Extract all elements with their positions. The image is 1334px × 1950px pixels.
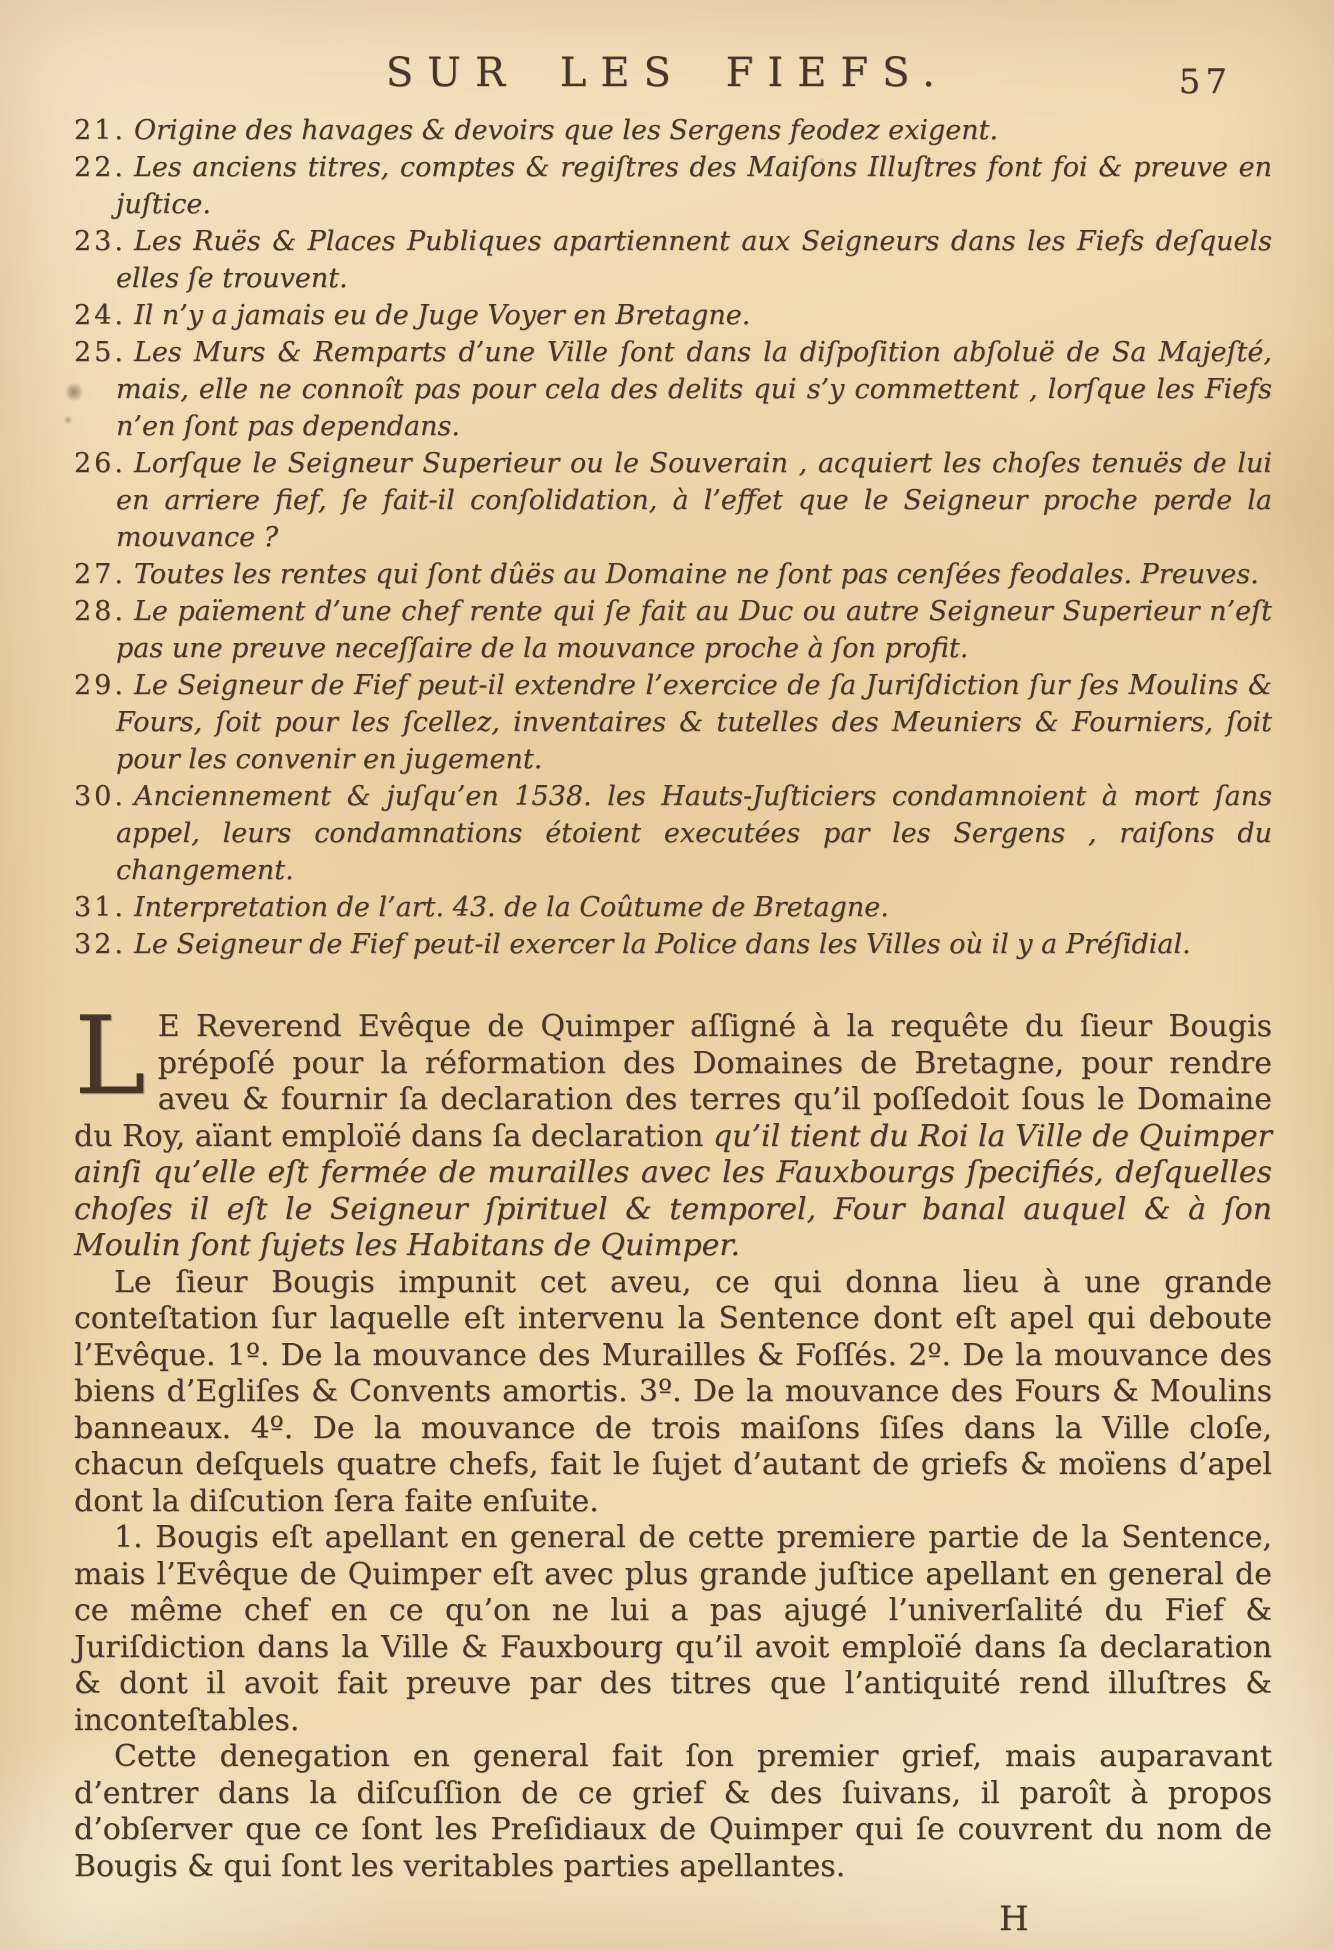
summary-item-25 — [74, 334, 1272, 445]
summary-item-26 — [74, 445, 1272, 556]
summary-item-text: Les Murs & Remparts d’une Ville ſont dans la diſpoſition abſoluë de Sa Majeſté, mais, elle ne connoît pas pour cela des delits qui s’y commettent , lorſque les Fiefs n’en ſont pas dependans. — [116, 337, 1272, 442]
summary-item-text: Lorſque le Seigneur Superieur ou le Souverain , acquiert les choſes tenuës de lui en arriere fief, ſe fait-il conſolidation, à l’effet que le Seigneur proche perde la mouvance ? — [116, 448, 1272, 553]
summary-item-23 — [74, 223, 1272, 297]
summary-item-28 — [74, 593, 1272, 667]
paragraph-4: Cette denegation en general fait ſon premier grief, mais auparavant d’entrer dans la diſcuſſion de ce grief & des ſuivans, il paroît à propos d’obſerver que ce ſont les Preſidiaux de Quimper qui ſe couvrent du nom de Bougis & qui ſont les veritables parties apellantes. — [74, 1739, 1272, 1884]
summary-item-text: Anciennement & juſqu’en 1538. les Hauts-Juſticiers condamnoient à mort ſans appel, leurs condamnations étoient executées par les Sergens , raiſons du changement. — [116, 781, 1272, 886]
summary-item-24 — [74, 297, 1272, 334]
summary-item-27 — [74, 556, 1272, 593]
summary-item-number: 24. — [74, 300, 126, 331]
summary-item-31 — [74, 889, 1272, 926]
signature-line — [74, 1899, 1272, 1947]
summary-item-30 — [74, 778, 1272, 889]
summary-item-number: 30. — [74, 781, 126, 812]
summary-item-number: 27. — [74, 559, 126, 590]
page-number: 57 — [1178, 62, 1232, 102]
summary-item-text: Le païement d’une chef rente qui ſe fait au Duc ou autre Seigneur Superieur n’eſt pas une preuve neceſſaire de la mouvance proche à ſon profit. — [116, 596, 1272, 664]
summary-item-number: 29. — [74, 670, 126, 701]
summary-item-29 — [74, 667, 1272, 778]
paragraph-2: Le ſieur Bougis impunit cet aveu, ce qui donna lieu à une grande conteſtation ſur laquelle eſt intervenu la Sentence dont eſt apel qui deboute l’Evêque. 1º. De la mouvance des Murailles & Foſſés. 2º. De la mouvance des biens d’Egliſes & Convents amortis. 3º. De la mouvance des Fours & Moulins banneaux. 4º. De la mouvance de trois maiſons ſiſes dans la Ville cloſe, chacun deſquels quatre chefs, fait le ſujet d’autant de griefs & moïens d’apel dont la diſcution ſera faite enſuite. — [74, 1264, 1272, 1519]
paragraph-1-italic: qu’il tient du Roi la Ville de Quimper ainſi qu’elle eſt fermée de murailles avec les Fauxbourgs ſpecifiés, deſquelles choſes il eſt le Seigneur ſpirituel & temporel, Four banal auquel & à ſon Moulin ſont ſujets les Habitans de Quimper. — [74, 1118, 1272, 1263]
summary-item-text: Les anciens titres, comptes & regiſtres des Maiſons Illuſtres font foi & preuve en juſtice. — [116, 152, 1272, 220]
paragraph-1 — [74, 994, 1272, 1265]
paragraph-3: 1. Bougis eſt apellant en general de cette premiere partie de la Sentence, mais l’Evêque de Quimper eſt avec plus grande juſtice apellant en general de ce même chef en ce qu’on ne lui a pas ajugé l’univerſalité du Fief & Juriſdiction dans la Ville & Fauxbourg qu’il avoit emploïé dans ſa declaration & dont il avoit fait preuve par des titres que l’antiquité rend illuſtres & inconteſtables. — [74, 1520, 1272, 1738]
summary-item-number: 26. — [74, 448, 126, 479]
summary-item-number: 28. — [74, 596, 126, 627]
summary-item-number: 22. — [74, 152, 126, 183]
summary-item-text: Interpretation de l’art. 43. de la Coûtume de Bretagne. — [133, 892, 889, 923]
summary-item-text: Le Seigneur de Fief peut-il extendre l’exercice de ſa Juriſdiction ſur ſes Moulins & Fours, ſoit pour les ſcellez, inventaires & tutelles des Meuniers & Fourniers, ſoit pour les convenir en jugement. — [116, 670, 1272, 775]
drop-cap-letter: L — [74, 994, 146, 1119]
summary-item-number: 31. — [74, 892, 126, 923]
summary-item-number: 32. — [74, 929, 126, 960]
summary-item-text: Toutes les rentes qui ſont dûës au Domaine ne ſont pas cenſées feodales. Preuves. — [133, 559, 1259, 590]
summary-item-text: Le Seigneur de Fief peut-il exercer la Police dans les Villes où il y a Préſidial. — [133, 929, 1191, 960]
summary-item-21 — [74, 112, 1272, 149]
summary-item-32 — [74, 926, 1272, 963]
page-title: SUR LES FIEFS. — [385, 50, 949, 96]
paragraph-1-lead: E Reverend Evêque de Quimper aſſigné à la requête du ſieur Bougis prépoſé pour la réformation des Domaines de Bretagne, pour rendre aveu & fournir ſa declaration des terres qu’il poſſedoit ſous le Domaine du Roy, aïant emploïé dans ſa declaration — [74, 1009, 1272, 1154]
summary-item-text: Les Ruës & Places Publiques apartiennent aux Seigneurs dans les Fiefs deſquels elles ſe trouvent. — [116, 226, 1272, 294]
summary-item-number: 25. — [74, 337, 126, 368]
summary-item-number: 23. — [74, 226, 126, 257]
summary-item-number: 21. — [74, 115, 126, 146]
body-text — [74, 994, 1272, 1885]
summary-item-22 — [74, 149, 1272, 223]
summary-list — [74, 112, 1272, 963]
summary-item-text: Origine des havages & devoirs que les Sergens feodez exigent. — [133, 115, 999, 146]
summary-item-text: Il n’y a jamais eu de Juge Voyer en Bretagne. — [133, 300, 751, 331]
page-header — [74, 0, 1272, 112]
signature-mark: H — [999, 1899, 1029, 1939]
